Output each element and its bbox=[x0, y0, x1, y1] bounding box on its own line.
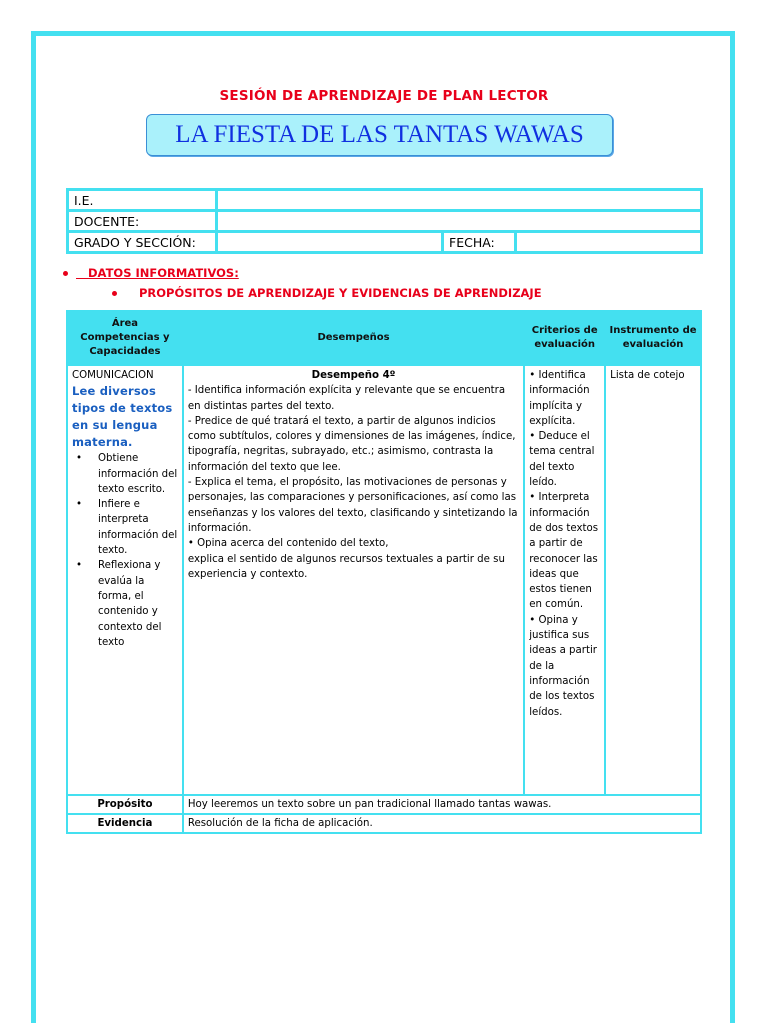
capacidades-list bbox=[72, 451, 178, 650]
grado-label: GRADO Y SECCIÓN: bbox=[68, 232, 217, 253]
competencia: Lee diversos tipos de textos en su lengua materna. bbox=[72, 384, 173, 450]
session-title: SESIÓN DE APRENDIZAJE DE PLAN LECTOR bbox=[219, 88, 549, 104]
fecha-value[interactable] bbox=[516, 232, 702, 253]
docente-value[interactable] bbox=[217, 211, 702, 232]
area-name: COMUNICACION bbox=[72, 370, 154, 381]
desempeno-item: explica el sentido de algunos recursos textuales a partir de su experiencia y contexto. bbox=[187, 553, 505, 580]
instrumento-cell bbox=[605, 365, 701, 795]
docente-label: DOCENTE: bbox=[68, 211, 217, 232]
header-desempenos: Desempeños bbox=[183, 311, 524, 365]
proposito-label: Propósito bbox=[67, 795, 183, 814]
criterio-item: • Interpreta información de dos textos a partir de reconocer las ideas que estos tienen en común. bbox=[529, 492, 599, 611]
desempeno-item: - Explica el tema, el propósito, las motivaciones de personas y personajes, las comparaciones y personificaciones, así como las enseñanzas y los valores del texto, clasificando y sintetizando la información. bbox=[187, 477, 518, 534]
criterio-item: • Identifica información implícita y explícita. bbox=[529, 370, 590, 427]
grado-value[interactable] bbox=[217, 232, 443, 253]
datos-informativos-label: DATOS INFORMATIVOS: bbox=[88, 266, 239, 280]
competencias-cell bbox=[67, 365, 183, 795]
fecha-label: FECHA: bbox=[443, 232, 516, 253]
main-title: LA FIESTA DE LAS TANTAS WAWAS bbox=[146, 114, 613, 156]
desempeno-item: - Identifica información explícita y relevante que se encuentra en distintas partes del texto. bbox=[187, 385, 506, 412]
criterios-cell bbox=[524, 365, 605, 795]
capacidad-item: • Reflexiona y evalúa la forma, el contenido y contexto del texto bbox=[72, 558, 178, 650]
ie-value[interactable] bbox=[217, 190, 702, 211]
header-criterios: Criterios de evaluación bbox=[524, 311, 605, 365]
header-area bbox=[67, 311, 183, 365]
instrumento-value: Lista de cotejo bbox=[610, 370, 685, 381]
datos-informativos-heading bbox=[63, 266, 239, 280]
capacidad-item: • Obtiene información del texto escrito. bbox=[72, 451, 178, 497]
header-instrumento: Instrumento de evaluación bbox=[605, 311, 701, 365]
header-competencias-label: Competencias y Capacidades bbox=[80, 332, 170, 357]
desempeno-item: • Opina acerca del contenido del texto, bbox=[187, 538, 389, 550]
header-area-label: Área bbox=[111, 318, 139, 329]
evidencia-value: Resolución de la ficha de aplicación. bbox=[183, 814, 701, 833]
capacidad-item: • Infiere e interpreta información del texto. bbox=[72, 497, 178, 558]
ie-label: I.E. bbox=[68, 190, 217, 211]
desempeno-item: - Predice de qué tratará el texto, a partir de algunos indicios como subtítulos, colores y dimensiones de las imágenes, índice, tipografía, negritas, subrayado, etc.; asimismo, contrasta la información del texto que lee. bbox=[187, 415, 516, 473]
plan-table bbox=[66, 310, 702, 834]
criterio-item: • Deduce el tema central del texto leído. bbox=[529, 431, 595, 489]
desempenos-cell bbox=[183, 365, 524, 795]
desempeno-title: Desempeño 4º bbox=[311, 370, 396, 381]
bullet-icon bbox=[112, 291, 117, 296]
bullet-icon bbox=[63, 271, 68, 276]
proposito-value: Hoy leeremos un texto sobre un pan tradicional llamado tantas wawas. bbox=[183, 795, 701, 814]
evidencia-label: Evidencia bbox=[67, 814, 183, 833]
propositos-label: PROPÓSITOS DE APRENDIZAJE Y EVIDENCIAS DE APRENDIZAJE bbox=[139, 286, 542, 300]
propositos-heading bbox=[112, 286, 542, 300]
info-table bbox=[66, 188, 703, 254]
criterio-item: • Opina y justifica sus ideas a partir de la información de los textos leídos. bbox=[529, 614, 597, 718]
